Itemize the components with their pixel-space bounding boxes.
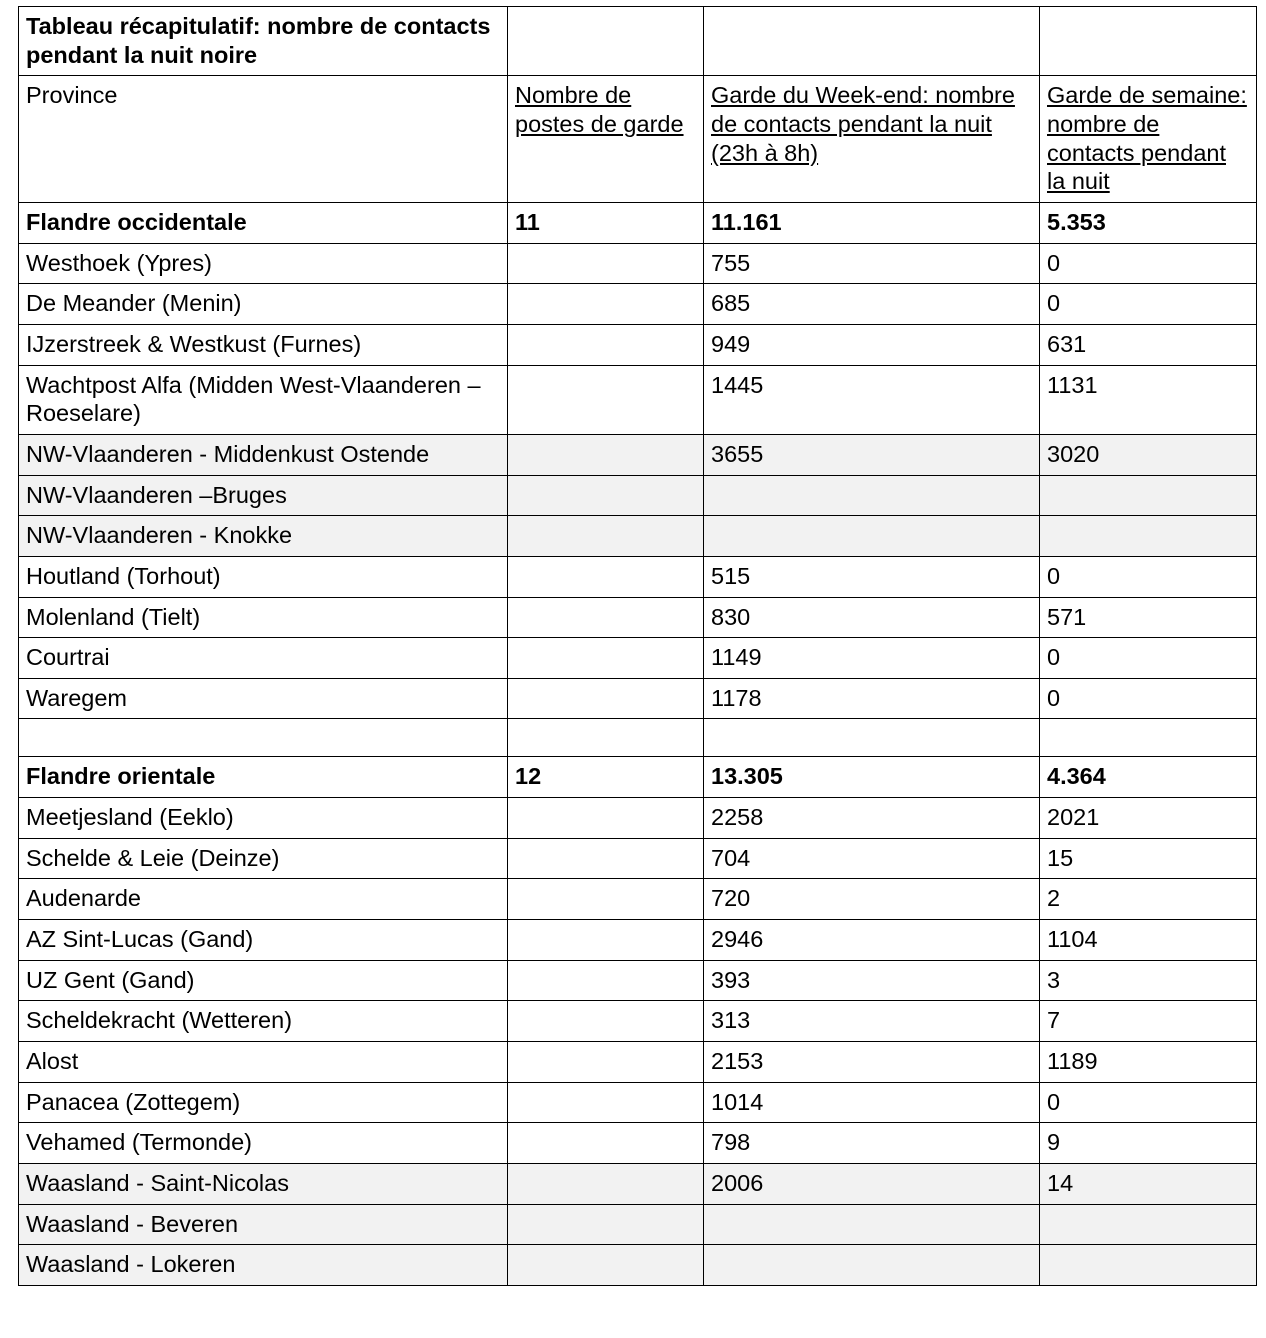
cell-province: Audenarde — [19, 879, 508, 920]
cell-weekday: 0 — [1040, 1082, 1257, 1123]
cell-weekday: 3020 — [1040, 434, 1257, 475]
cell-posts — [508, 597, 704, 638]
cell-weekend: 1014 — [704, 1082, 1040, 1123]
cell-weekend — [704, 1204, 1040, 1245]
cell-posts — [508, 678, 704, 719]
cell-province: IJzerstreek & Westkust (Furnes) — [19, 324, 508, 365]
cell-posts — [508, 638, 704, 679]
cell-posts — [508, 1245, 704, 1286]
cell-posts — [508, 556, 704, 597]
cell-weekend: 704 — [704, 838, 1040, 879]
cell-weekday: 0 — [1040, 243, 1257, 284]
cell-province: Molenland (Tielt) — [19, 597, 508, 638]
cell-weekday: 3 — [1040, 960, 1257, 1001]
cell-weekday — [1040, 719, 1257, 757]
table-row — [19, 1082, 1257, 1123]
cell-posts — [508, 324, 704, 365]
cell-posts — [508, 434, 704, 475]
table-row — [19, 960, 1257, 1001]
cell-weekend: 13.305 — [704, 757, 1040, 798]
table-header-row — [19, 76, 1257, 203]
cell-province: AZ Sint-Lucas (Gand) — [19, 920, 508, 961]
cell-weekday: 2 — [1040, 879, 1257, 920]
cell-weekend: 1178 — [704, 678, 1040, 719]
cell-province: NW-Vlaanderen - Middenkust Ostende — [19, 434, 508, 475]
table-row — [19, 597, 1257, 638]
cell-province: De Meander (Menin) — [19, 284, 508, 325]
cell-weekend: 11.161 — [704, 202, 1040, 243]
cell-weekend: 720 — [704, 879, 1040, 920]
cell-posts — [508, 838, 704, 879]
cell-province: Houtland (Torhout) — [19, 556, 508, 597]
cell-weekday — [1040, 1245, 1257, 1286]
cell-weekday — [1040, 475, 1257, 516]
table-row — [19, 879, 1257, 920]
cell-province: NW-Vlaanderen - Knokke — [19, 516, 508, 557]
cell-posts — [508, 1164, 704, 1205]
cell-province: Waasland - Saint-Nicolas — [19, 1164, 508, 1205]
cell-weekday: 0 — [1040, 556, 1257, 597]
cell-weekday: 0 — [1040, 638, 1257, 679]
cell-weekend — [704, 516, 1040, 557]
table-row — [19, 324, 1257, 365]
cell-posts — [508, 1042, 704, 1083]
table-title-row — [19, 7, 1257, 76]
cell-province: NW-Vlaanderen –Bruges — [19, 475, 508, 516]
cell-weekend: 1149 — [704, 638, 1040, 679]
table-row — [19, 516, 1257, 557]
cell-weekday: 15 — [1040, 838, 1257, 879]
cell-posts — [508, 879, 704, 920]
table-row — [19, 757, 1257, 798]
cell-posts — [508, 719, 704, 757]
cell-weekday: 1131 — [1040, 365, 1257, 434]
cell-weekend: 3655 — [704, 434, 1040, 475]
cell-weekend: 2006 — [704, 1164, 1040, 1205]
table-row — [19, 1001, 1257, 1042]
cell-posts — [508, 1082, 704, 1123]
cell-weekend — [704, 1245, 1040, 1286]
cell-posts: 11 — [508, 202, 704, 243]
cell-weekday: 9 — [1040, 1123, 1257, 1164]
column-header-weekend — [704, 76, 1040, 203]
table-row — [19, 1123, 1257, 1164]
cell-province: Waregem — [19, 678, 508, 719]
cell-weekend: 313 — [704, 1001, 1040, 1042]
cell-weekend: 2153 — [704, 1042, 1040, 1083]
cell-province: Wachtpost Alfa (Midden West-Vlaanderen – Roeselare) — [19, 365, 508, 434]
cell-weekday: 4.364 — [1040, 757, 1257, 798]
cell-weekday — [1040, 1204, 1257, 1245]
cell-weekday: 0 — [1040, 678, 1257, 719]
cell-weekend: 2258 — [704, 798, 1040, 839]
table-row — [19, 1204, 1257, 1245]
cell-province: UZ Gent (Gand) — [19, 960, 508, 1001]
cell-posts — [508, 798, 704, 839]
cell-weekday: 5.353 — [1040, 202, 1257, 243]
cell-posts — [508, 284, 704, 325]
cell-province: Waasland - Beveren — [19, 1204, 508, 1245]
column-header-posts — [508, 76, 704, 203]
table-row — [19, 920, 1257, 961]
cell-province: Flandre orientale — [19, 757, 508, 798]
cell-posts — [508, 920, 704, 961]
cell-weekday: 2021 — [1040, 798, 1257, 839]
cell-weekend — [704, 475, 1040, 516]
cell-posts — [508, 1001, 704, 1042]
cell-province: Scheldekracht (Wetteren) — [19, 1001, 508, 1042]
column-header-weekend-text: Garde du Week-end: nombre de contacts pendant la nuit (23h à 8h) — [711, 82, 1015, 166]
cell-posts — [508, 1204, 704, 1245]
cell-posts — [508, 365, 704, 434]
title-row-spacer-1 — [508, 7, 704, 76]
column-header-weekday-text: Garde de semaine: nombre de contacts pendant la nuit — [1047, 82, 1247, 195]
column-header-weekday — [1040, 76, 1257, 203]
table-row — [19, 556, 1257, 597]
cell-weekday: 7 — [1040, 1001, 1257, 1042]
cell-province: Alost — [19, 1042, 508, 1083]
table-row — [19, 638, 1257, 679]
table-row — [19, 434, 1257, 475]
cell-weekday — [1040, 516, 1257, 557]
table-row — [19, 1042, 1257, 1083]
cell-province: Waasland - Lokeren — [19, 1245, 508, 1286]
cell-province: Flandre occidentale — [19, 202, 508, 243]
cell-weekend: 798 — [704, 1123, 1040, 1164]
cell-weekend: 393 — [704, 960, 1040, 1001]
cell-weekday: 1104 — [1040, 920, 1257, 961]
cell-posts — [508, 960, 704, 1001]
table-row — [19, 243, 1257, 284]
cell-province: Vehamed (Termonde) — [19, 1123, 508, 1164]
cell-province: Westhoek (Ypres) — [19, 243, 508, 284]
cell-weekend: 1445 — [704, 365, 1040, 434]
cell-weekday: 0 — [1040, 284, 1257, 325]
table-row — [19, 678, 1257, 719]
table-row — [19, 1245, 1257, 1286]
cell-province: Schelde & Leie (Deinze) — [19, 838, 508, 879]
table-row — [19, 475, 1257, 516]
summary-table — [18, 6, 1257, 1286]
cell-province: Panacea (Zottegem) — [19, 1082, 508, 1123]
cell-weekend: 2946 — [704, 920, 1040, 961]
column-header-posts-text: Nombre de postes de garde — [515, 82, 684, 137]
table-row — [19, 719, 1257, 757]
table-row — [19, 284, 1257, 325]
table-row — [19, 365, 1257, 434]
cell-posts — [508, 1123, 704, 1164]
cell-weekend: 830 — [704, 597, 1040, 638]
table-body — [19, 7, 1257, 1286]
cell-weekday: 571 — [1040, 597, 1257, 638]
cell-posts — [508, 516, 704, 557]
table-row — [19, 838, 1257, 879]
cell-weekday: 14 — [1040, 1164, 1257, 1205]
cell-weekday: 631 — [1040, 324, 1257, 365]
column-header-province: Province — [19, 76, 508, 203]
cell-province: Courtrai — [19, 638, 508, 679]
title-row-spacer-3 — [1040, 7, 1257, 76]
cell-province: Meetjesland (Eeklo) — [19, 798, 508, 839]
cell-weekend: 685 — [704, 284, 1040, 325]
table-row — [19, 798, 1257, 839]
cell-weekend — [704, 719, 1040, 757]
title-row-spacer-2 — [704, 7, 1040, 76]
cell-posts — [508, 243, 704, 284]
table-title: Tableau récapitulatif: nombre de contacts pendant la nuit noire — [19, 7, 508, 76]
cell-posts: 12 — [508, 757, 704, 798]
cell-weekend: 949 — [704, 324, 1040, 365]
cell-weekend: 515 — [704, 556, 1040, 597]
table-row — [19, 202, 1257, 243]
cell-weekday: 1189 — [1040, 1042, 1257, 1083]
table-row — [19, 1164, 1257, 1205]
cell-weekend: 755 — [704, 243, 1040, 284]
cell-posts — [508, 475, 704, 516]
cell-province — [19, 719, 508, 757]
